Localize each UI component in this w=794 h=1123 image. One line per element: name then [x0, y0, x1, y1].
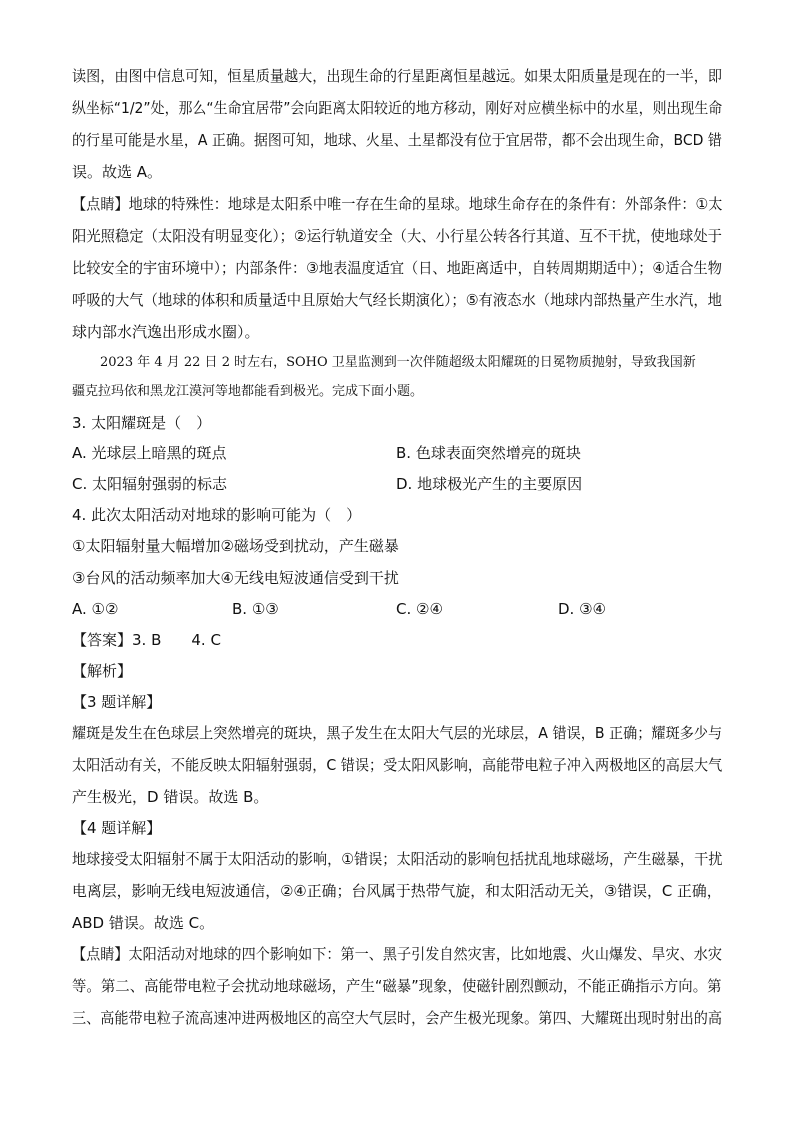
q4-option-a: A. ①②: [72, 600, 119, 618]
note-line: 三、高能带电粒子流高速冲进两极地区的高空大气层时，会产生极光现象。第四、大耀斑出现时射出的高: [72, 1009, 723, 1027]
detail-4-line: 地球接受太阳辐射不属于太阳活动的影响，①错误；太阳活动的影响包括扰乱地球磁场，产生磁暴，干扰: [72, 850, 723, 868]
note-line: 等。第二、高能带电粒子会扰动地球磁场，产生“磁暴”现象，使磁针剧烈颤动，不能正确指示方向。第: [72, 977, 722, 995]
note-line: 【点睛】地球的特殊性：地球是太阳系中唯一存在生命的星球。地球生命存在的条件有：外部条件：①太: [72, 195, 723, 213]
note-line: 呼吸的大气（地球的体积和质量适中且原始大气经长期演化）；⑤有液态水（地球内部热量产生水汽，地: [72, 291, 722, 309]
analysis-line: 纵坐标“1/2”处，那么“生命宜居带”会向距离太阳较近的地方移动，刚好对应横坐标中的水星，则出现生命: [72, 99, 723, 117]
q4-statement-line: ①太阳辐射量大幅增加②磁场受到扰动，产生磁暴: [72, 537, 399, 555]
note-line: 【点睛】太阳活动对地球的四个影响如下：第一、黑子引发自然灾害，比如地震、火山爆发、旱灾、水灾: [72, 945, 723, 963]
detail-3-heading: 【3 题详解】: [72, 693, 162, 711]
analysis-line: 的行星可能是水星，A 正确。据图可知，地球、火星、土星都没有位于宜居带，都不会出现生命，BCD 错: [72, 131, 722, 149]
q4-option-c: C. ②④: [396, 600, 443, 618]
question-4-stem: 4. 此次太阳活动对地球的影响可能为（ ）: [72, 506, 362, 524]
analysis-line: 读图，由图中信息可知，恒星质量越大，出现生命的行星距离恒星越远。如果太阳质量是现在的一半，即: [72, 67, 723, 85]
detail-4-heading: 【4 题详解】: [72, 819, 162, 837]
q3-option-d: D. 地球极光产生的主要原因: [396, 475, 583, 493]
note-line: 球内部水汽逸出形成水圈）。: [72, 323, 260, 341]
q4-statement-line: ③台风的活动频率加大④无线电短波通信受到干扰: [72, 569, 399, 587]
detail-4-line: 电离层，影响无线电短波通信，②④正确；台风属于热带气旋，和太阳活动无关，③错误，C 正确，: [72, 882, 722, 900]
detail-3-line: 太阳活动有关，不能反映太阳辐射强弱，C 错误；受太阳风影响，高能带电粒子冲入两极地区的高层大气: [72, 756, 723, 774]
detail-4-line: ABD 错误。故选 C。: [72, 914, 215, 932]
detail-3-line: 产生极光，D 错误。故选 B。: [72, 788, 269, 806]
question-intro-line: 2023 年 4 月 22 日 2 时左右，SOHO 卫星监测到一次伴随超级太阳耀斑的日冕物质抛射，导致我国新: [100, 355, 696, 370]
q4-option-d: D. ③④: [558, 600, 606, 618]
detail-3-line: 耀斑是发生在色球层上突然增亮的斑块，黑子发生在太阳大气层的光球层，A 错误，B 正确；耀斑多少与: [72, 724, 723, 742]
analysis-heading: 【解析】: [72, 662, 133, 680]
question-3-stem: 3. 太阳耀斑是（ ）: [72, 414, 212, 432]
answer-line: 【答案】3. B 4. C: [72, 631, 221, 649]
q3-option-c: C. 太阳辐射强弱的标志: [72, 475, 228, 493]
q3-option-b: B. 色球表面突然增亮的斑块: [396, 444, 581, 462]
q3-option-a: A. 光球层上暗黑的斑点: [72, 444, 227, 462]
note-line: 阳光照稳定（太阳没有明显变化）；②运行轨道安全（大、小行星公转各行其道、互不干扰，使地球处于: [72, 227, 722, 245]
question-intro-line: 疆克拉玛依和黑龙江漠河等地都能看到极光。完成下面小题。: [72, 384, 424, 399]
analysis-line: 误。故选 A。: [72, 163, 163, 181]
note-line: 比较安全的宇宙环境中）；内部条件：③地表温度适宜（日、地距离适中，自转周期期适中）；④适合生物: [72, 259, 722, 277]
q4-option-b: B. ①③: [232, 600, 279, 618]
